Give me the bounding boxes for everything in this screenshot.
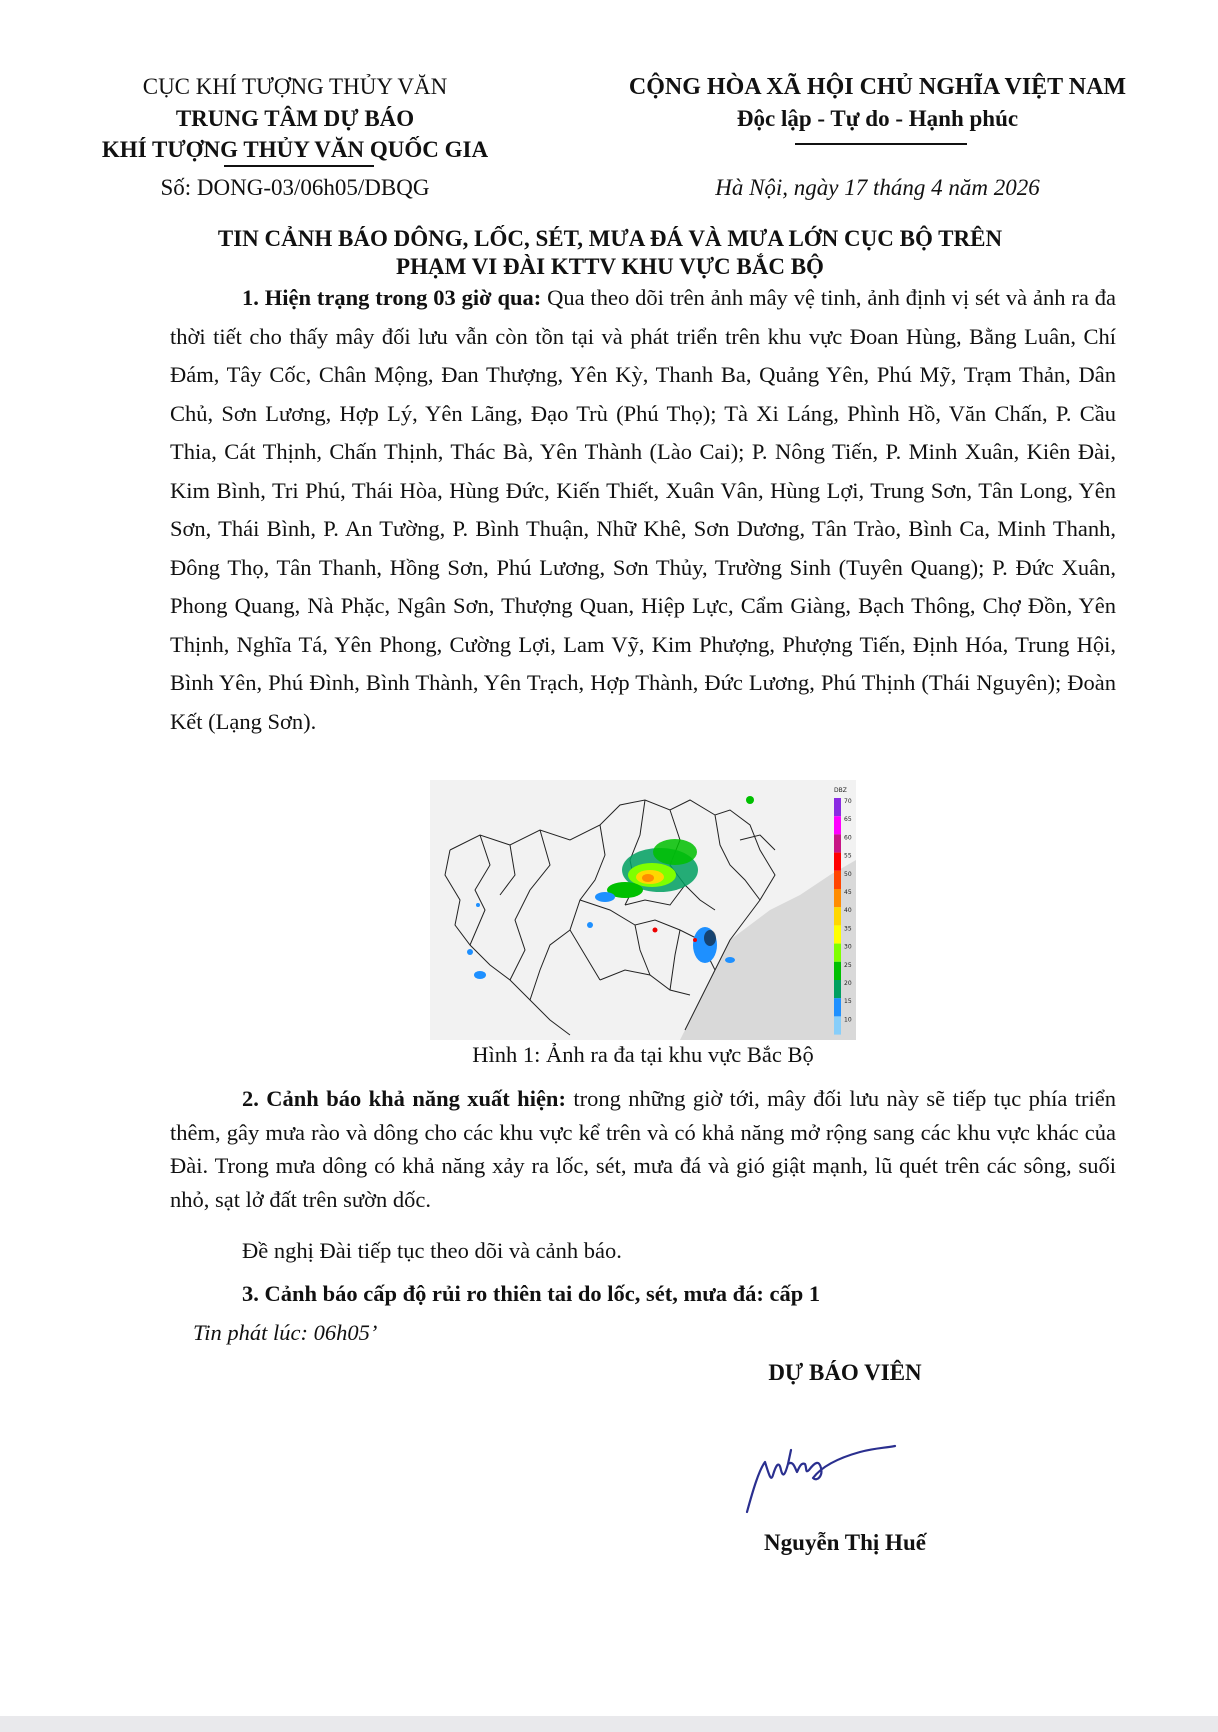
issued-time: Tin phát lúc: 06h05’ <box>193 1320 378 1345</box>
legend-swatch <box>834 871 841 889</box>
recommendation-text: Đề nghị Đài tiếp tục theo dõi và cảnh báo. <box>242 1238 622 1263</box>
agency-name-line1: TRUNG TÂM DỰ BÁO <box>175 106 415 131</box>
legend-label: 35 <box>844 925 852 933</box>
legend-label: 50 <box>844 870 852 878</box>
place-date: Hà Nội, ngày 17 tháng 4 năm 2026 <box>715 175 1040 200</box>
section-2-paragraph <box>170 1082 1116 1216</box>
section-1-heading: 1. Hiện trạng trong 03 giờ qua: <box>242 285 542 310</box>
legend-label: 65 <box>844 816 852 824</box>
legend-unit: DBZ <box>834 787 847 794</box>
section-3-heading: 3. Cảnh báo cấp độ rủi ro thiên tai do lốc, sét, mưa đá: cấp 1 <box>242 1281 821 1306</box>
signer-name: Nguyễn Thị Huế <box>764 1530 926 1555</box>
legend-swatch <box>834 1016 841 1034</box>
legend-label: 60 <box>844 834 852 842</box>
section-1-text: Qua theo dõi trên ảnh mây vệ tinh, ảnh định vị sét và ảnh ra đa thời tiết cho thấy mây đối lưu vẫn còn tồn tại và phát triển trên khu vực Đoan Hùng, Bằng Luân, Chí Đám, Tây Cốc, Chân Mộng, Đan Thượng, Yên Kỳ, Thanh Ba, Quảng Yên, Phú Mỹ, Trạm Thản, Dân Chủ, Sơn Lương, Hợp Lý, Yên Lãng, Đạo Trù (Phú Thọ); Tà Xi Láng, Phình Hồ, Văn Chấn, P. Cầu Thia, Cát Thịnh, Chấn Thịnh, Thác Bà, Yên Thành (Lào Cai); P. Nông Tiến, P. Minh Xuân, Kiên Đài, Kim Bình, Tri Phú, Thái Hòa, Hùng Đức, Kiến Thiết, Xuân Vân, Hùng Lợi, Trung Sơn, Tân Long, Yên Sơn, Thái Bình, P. An Tường, P. Bình Thuận, Nhữ Khê, Sơn Dương, Tân Trào, Bình Ca, Minh Thanh, Đông Thọ, Tân Thanh, Hồng Sơn, Phú Lương, Sơn Thủy, Trường Sinh (Tuyên Quang); P. Đức Xuân, Phong Quang, Nà Phặc, Ngân Sơn, Thượng Quan, Hiệp Lực, Cẩm Giàng, Bạch Thông, Chợ Đồn, Yên Thịnh, Nghĩa Tá, Yên Phong, Cường Lợi, Lam Vỹ, Kim Phượng, Phượng Tiến, Định Hóa, Trung Hội, Bình Yên, Phú Đình, Bình Thành, Yên Trạch, Hợp Thành, Đức Lương, Phú Thịnh (Thái Nguyên); Đoàn Kết (Lạng Sơn). <box>170 285 1116 734</box>
legend-swatch <box>834 944 841 962</box>
document-title-line2: PHẠM VI ĐÀI KTTV KHU VỰC BẮC BỘ <box>396 254 824 279</box>
legend-label: 45 <box>844 889 852 896</box>
doc-number: Số: DONG-03/06h05/DBQG <box>160 175 430 200</box>
section-2-text: trong những giờ tới, mây đối lưu này sẽ tiếp tục phía triển thêm, gây mưa rào và dông cho các khu vực kể trên và có khả năng mở rộng sang các khu vực khác của Đài. Trong mưa dông có khả năng xảy ra lốc, sét, mưa đá và gió giật mạnh, lũ quét trên các sông, suối nhỏ, sạt lở đất trên sườn dốc. <box>170 1086 1117 1212</box>
section-1-paragraph <box>170 279 1116 741</box>
agency-parent: CỤC KHÍ TƯỢNG THỦY VĂN <box>142 74 448 99</box>
legend-swatch <box>834 998 841 1016</box>
recommendation <box>170 1232 1116 1271</box>
section-2-heading: 2. Cảnh báo khả năng xuất hiện: <box>242 1086 566 1111</box>
page-bottom-edge <box>0 1716 1218 1732</box>
country-name: CỘNG HÒA XÃ HỘI CHỦ NGHĨA VIỆT NAM <box>628 74 1127 100</box>
legend-label: 30 <box>844 943 852 951</box>
legend-swatch <box>834 853 841 871</box>
figure-caption: Hình 1: Ảnh ra đa tại khu vực Bắc Bộ <box>472 1042 814 1067</box>
radar-image <box>430 780 856 1040</box>
legend-label: 40 <box>844 907 852 915</box>
legend-swatch <box>834 798 841 816</box>
national-motto: Độc lập - Tự do - Hạnh phúc <box>736 106 1019 131</box>
legend-swatch <box>834 980 841 998</box>
legend-swatch <box>834 907 841 925</box>
legend-swatch <box>834 925 841 943</box>
legend-swatch <box>834 834 841 852</box>
legend-label: 20 <box>844 980 852 987</box>
handwritten-signature <box>735 1420 915 1520</box>
legend-label: 70 <box>844 798 852 805</box>
agency-underline <box>224 165 374 167</box>
motto-underline <box>795 143 967 145</box>
section-3 <box>170 1275 1116 1314</box>
legend-label: 55 <box>844 852 852 860</box>
legend-label: 15 <box>844 998 852 1006</box>
legend-swatch <box>834 889 841 907</box>
section-2 <box>170 1082 1116 1216</box>
legend-swatch <box>834 816 841 834</box>
legend-label: 25 <box>844 961 852 969</box>
radar-map <box>430 780 856 1040</box>
document-title-line1: TIN CẢNH BÁO DÔNG, LỐC, SÉT, MƯA ĐÁ VÀ MƯA LỚN CỤC BỘ TRÊN <box>217 226 1003 251</box>
signature-role: DỰ BÁO VIÊN <box>768 1360 922 1385</box>
agency-name-line2: KHÍ TƯỢNG THỦY VĂN QUỐC GIA <box>101 137 489 162</box>
section-1 <box>170 279 1116 741</box>
signature-scribble <box>735 1420 915 1520</box>
legend-label: 10 <box>844 1016 852 1024</box>
legend-swatch <box>834 962 841 980</box>
